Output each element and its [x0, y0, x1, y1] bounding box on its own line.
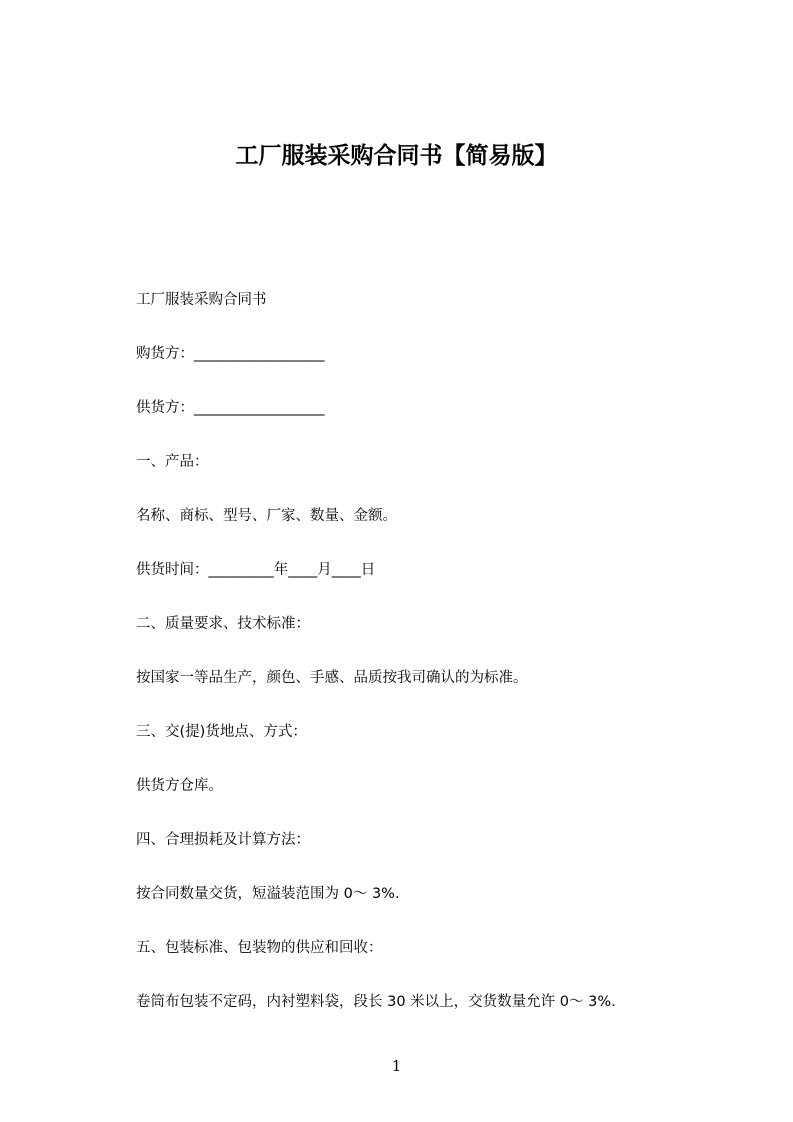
buyer-line: 购货方：__________________	[136, 346, 325, 362]
section-5-heading: 五、包装标准、包装物的供应和回收：	[136, 940, 383, 956]
section-3-content: 供货方仓库。	[136, 778, 223, 794]
section-4-heading: 四、合理损耗及计算方法：	[136, 832, 310, 848]
supplier-line: 供货方：__________________	[136, 400, 325, 416]
section-3-heading: 三、交(提)货地点、方式：	[136, 724, 307, 740]
section-2-heading: 二、质量要求、技术标准：	[136, 616, 310, 632]
supply-time-line: 供货时间：_________年____月____日	[136, 562, 376, 578]
section-4-content: 按合同数量交货，短溢装范围为 0～ 3%.	[136, 886, 400, 902]
section-1-content: 名称、商标、型号、厂家、数量、金额。	[136, 508, 397, 524]
section-1-heading: 一、产品：	[136, 454, 209, 470]
page-number: 1	[391, 1057, 402, 1075]
contract-heading: 工厂服装采购合同书	[136, 292, 267, 308]
section-2-content: 按国家一等品生产，颜色、手感、品质按我司确认的为标准。	[136, 670, 528, 686]
section-5-content: 卷筒布包装不定码，内衬塑料袋，段长 30 米以上，交货数量允许 0～ 3%.	[136, 994, 616, 1010]
document-title: 工厂服装采购合同书【简易版】	[235, 143, 558, 169]
